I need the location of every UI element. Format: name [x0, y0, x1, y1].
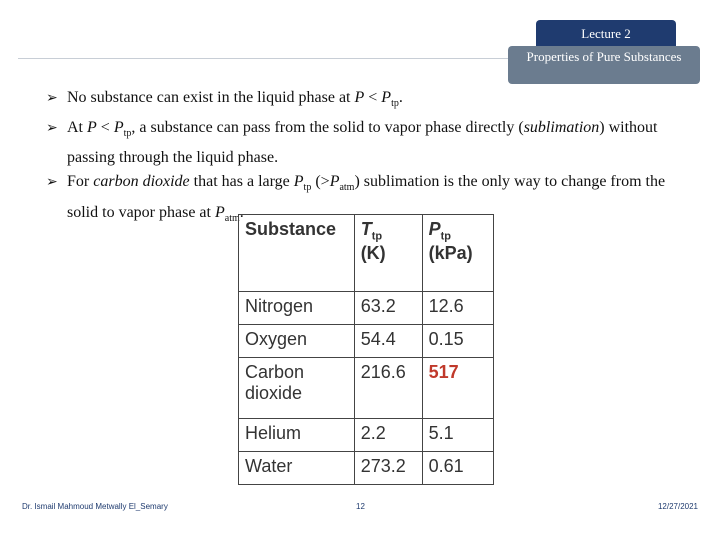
bullet-item-2 — [46, 116, 686, 170]
footer-date: 12/27/2021 — [657, 502, 698, 511]
text-segment: No substance can exist in the liquid phase at — [67, 89, 355, 106]
variable: P — [329, 173, 340, 191]
topic-badge — [508, 46, 700, 84]
text-segment: For — [67, 173, 94, 191]
header-unit: (K) — [360, 242, 386, 263]
arrow-bullet-icon: ➢ — [46, 174, 58, 191]
header-label: Substance — [245, 219, 337, 239]
cell-temperature: 54.4 — [354, 325, 422, 358]
variable: P — [87, 119, 97, 137]
subscript: tp — [391, 98, 399, 110]
triple-point-table-wrapper — [238, 214, 494, 486]
text-segment: < — [96, 119, 114, 137]
header-substance — [239, 215, 355, 292]
variable: P — [214, 203, 225, 221]
header-temperature — [354, 215, 422, 292]
footer-page-number: 12 — [356, 502, 365, 511]
text-segment: < — [364, 89, 382, 106]
table-row — [239, 292, 494, 325]
subscript: atm — [224, 212, 240, 224]
table-row — [239, 358, 494, 419]
cell-pressure: 5.1 — [422, 419, 493, 452]
subscript: tp — [123, 128, 132, 140]
header-subscript: tp — [440, 230, 451, 243]
header-subscript: tp — [371, 230, 383, 243]
cell-temperature: 273.2 — [354, 452, 422, 485]
variable: P — [293, 173, 304, 191]
text-segment: that has a large — [189, 173, 294, 191]
cell-substance: Water — [239, 452, 355, 485]
bullet-item-1 — [46, 86, 686, 116]
lecture-badge — [536, 20, 676, 48]
cell-temperature: 2.2 — [354, 419, 422, 452]
cell-substance: Oxygen — [239, 325, 355, 358]
cell-temperature: 216.6 — [354, 358, 422, 419]
table-row — [239, 325, 494, 358]
cell-pressure: 0.15 — [422, 325, 493, 358]
table-header-row — [239, 215, 494, 292]
variable: P — [381, 89, 392, 106]
arrow-bullet-icon: ➢ — [46, 90, 58, 106]
topic-label: Properties of Pure Substances — [526, 49, 682, 64]
italic-term: sublimation — [523, 119, 600, 137]
header-pressure — [422, 215, 493, 292]
cell-pressure-highlight: 517 — [422, 358, 493, 419]
header-divider — [18, 58, 508, 59]
text-segment: At — [67, 119, 87, 137]
text-segment: (> — [311, 173, 330, 191]
cell-substance: Helium — [239, 419, 355, 452]
cell-pressure: 12.6 — [422, 292, 493, 325]
variable: P — [113, 119, 124, 137]
footer-author: Dr. Ismail Mahmoud Metwally El_Semary — [22, 502, 168, 511]
triple-point-table — [238, 214, 494, 485]
cell-pressure: 0.61 — [422, 452, 493, 485]
header-unit: (kPa) — [428, 242, 473, 263]
text-segment: . — [398, 89, 403, 106]
subscript: atm — [339, 182, 355, 194]
cell-temperature: 63.2 — [354, 292, 422, 325]
arrow-bullet-icon: ➢ — [46, 120, 58, 137]
text-segment: . — [239, 203, 244, 221]
header-variable: P — [428, 219, 441, 239]
table-row — [239, 452, 494, 485]
text-segment: , a substance can pass from the solid to vapor phase directly ( — [131, 119, 524, 137]
table-row — [239, 419, 494, 452]
header-variable: T — [360, 219, 372, 239]
lecture-label: Lecture 2 — [581, 26, 631, 41]
bullet-list — [46, 86, 686, 231]
subscript: tp — [303, 182, 312, 194]
text-segment: ) without passing through the liquid phase. — [67, 119, 658, 167]
italic-term: carbon dioxide — [93, 173, 190, 191]
text-segment: ) sublimation is the only way to change from the solid to vapor phase at — [67, 173, 666, 221]
cell-substance: Nitrogen — [239, 292, 355, 325]
cell-substance: Carbon dioxide — [239, 358, 355, 419]
variable: P — [354, 89, 365, 106]
